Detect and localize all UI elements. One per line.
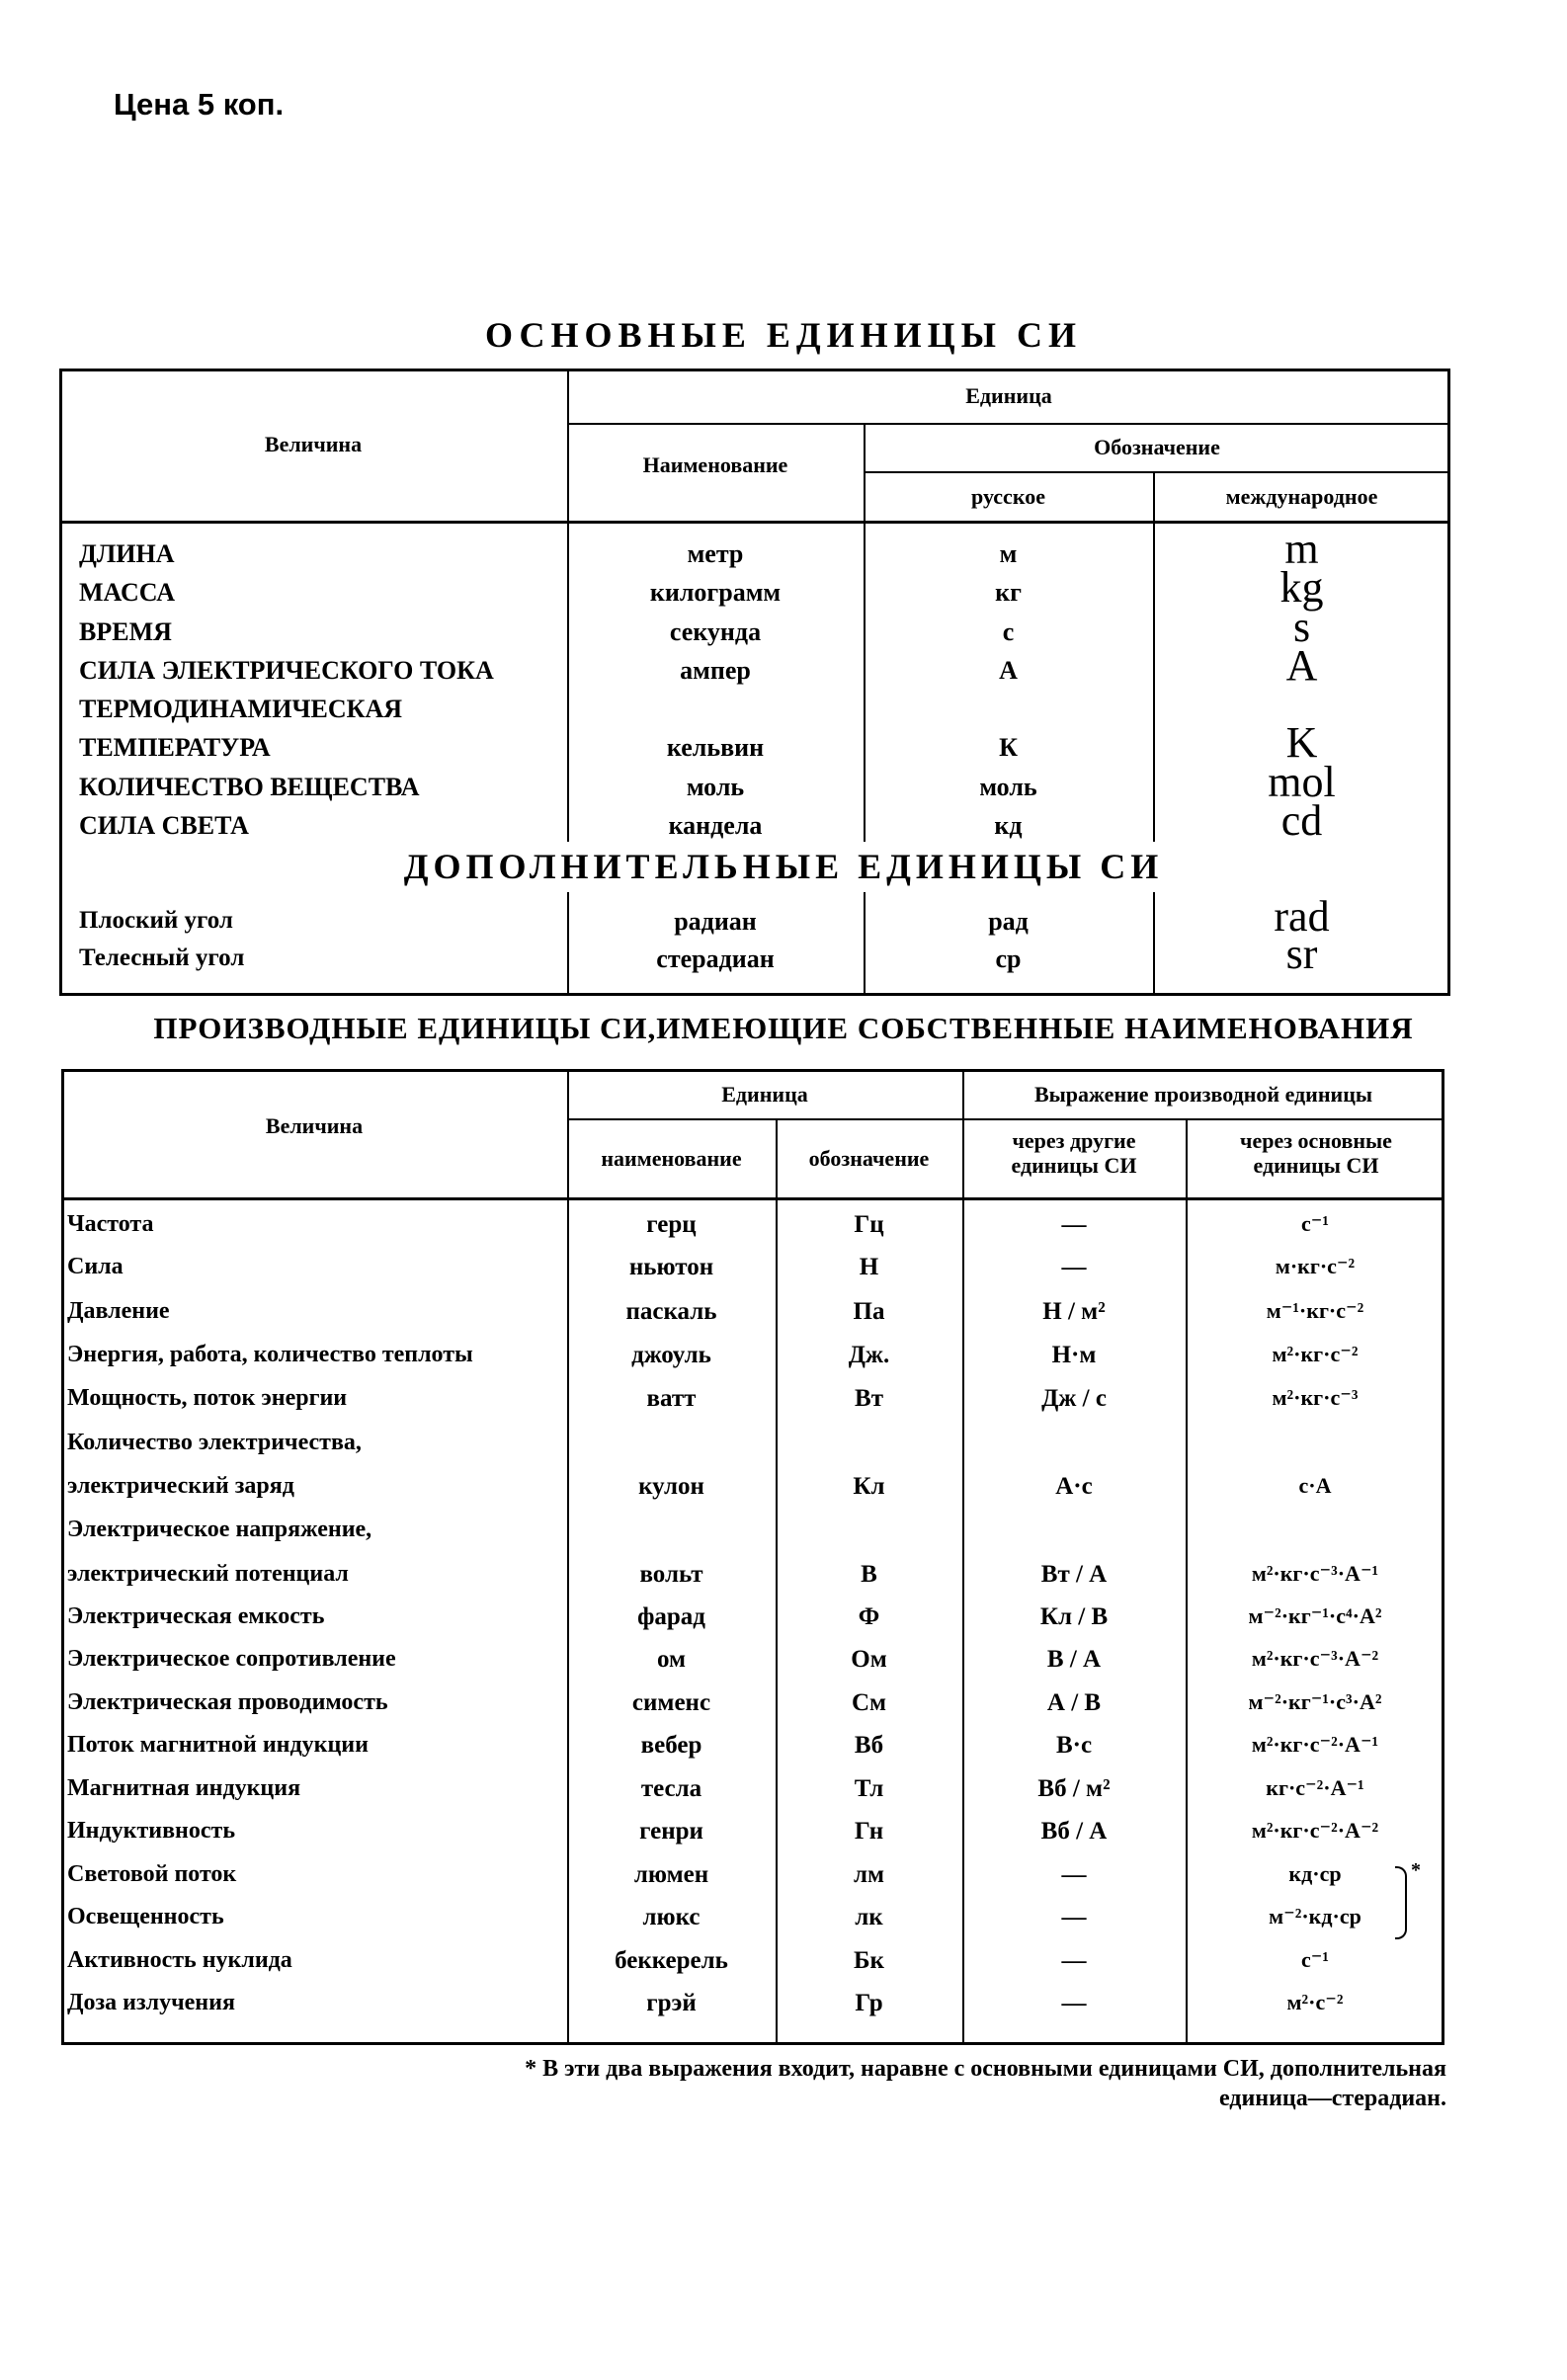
derived-row-name: беккерель: [615, 1947, 728, 1974]
derived-row-name: генри: [639, 1818, 703, 1845]
derived-row-via-other: Вб / м²: [1037, 1775, 1111, 1802]
derived-row-name: тесла: [640, 1775, 702, 1802]
derived-row-symbol: В: [861, 1561, 877, 1588]
derived-row-name: ватт: [646, 1385, 697, 1412]
supplementary-title: ДОПОЛНИТЕЛЬНЫЕ ЕДИНИЦЫ СИ: [403, 847, 1164, 886]
base-row-ru: с: [1002, 617, 1015, 646]
t2-header-via-other: через другие единицы СИ: [1011, 1128, 1137, 1179]
base-row-ru: А: [999, 656, 1018, 685]
price-label: Цена 5 коп.: [114, 87, 285, 122]
base-row-ru: моль: [979, 773, 1037, 801]
derived-row-name: джоуль: [631, 1342, 711, 1368]
supp-row-ru: рад: [988, 907, 1029, 936]
derived-row-via-base: м²·кг·с⁻³: [1272, 1385, 1359, 1410]
derived-row-name: грэй: [646, 1990, 697, 2016]
derived-row-via-other: —: [1061, 1254, 1087, 1280]
derived-row-via-base: кд·ср: [1288, 1861, 1342, 1886]
derived-row-via-base: м²·кг·с⁻²·А⁻²: [1251, 1818, 1379, 1843]
base-row-name: моль: [686, 773, 745, 801]
derived-row-quantity: Световой поток: [67, 1861, 237, 1887]
base-row-quantity: ДЛИНА: [79, 539, 175, 568]
derived-row-name: паскаль: [625, 1298, 717, 1325]
derived-row-via-base: м⁻²·кг⁻¹·с³·А²: [1248, 1689, 1382, 1714]
derived-row-via-base: м²·с⁻²: [1286, 1990, 1344, 2014]
base-row-ru: К: [999, 733, 1018, 762]
derived-row-via-base: кг·с⁻²·А⁻¹: [1266, 1775, 1364, 1800]
t1-header-unit: Единица: [965, 383, 1052, 408]
t1-header-quantity: Величина: [264, 432, 363, 456]
base-row-intl: s: [1292, 603, 1311, 651]
base-row-intl: A: [1285, 641, 1318, 690]
derived-row-symbol: Па: [853, 1298, 885, 1325]
derived-row-quantity: Электрическая проводимость: [67, 1689, 388, 1715]
derived-row-via-other: Н / м²: [1042, 1298, 1106, 1325]
derived-row-symbol: Вт: [855, 1385, 883, 1412]
derived-row-quantity: Доза излучения: [67, 1990, 235, 2015]
derived-row-via-base: м·кг·с⁻²: [1275, 1254, 1356, 1278]
supp-row-intl: rad: [1274, 892, 1330, 941]
derived-row-symbol: Вб: [854, 1732, 884, 1759]
derived-row-quantity: Индуктивность: [67, 1818, 236, 1844]
supp-row-quantity: Плоский угол: [79, 907, 233, 934]
derived-row-symbol: лм: [853, 1861, 885, 1888]
derived-row-via-other: —: [1061, 1990, 1087, 2016]
derived-row-symbol: Тл: [854, 1775, 884, 1802]
derived-row-name: люмен: [633, 1861, 709, 1888]
derived-row-symbol: Н: [859, 1254, 879, 1280]
derived-row-quantity: Электрическое сопротивление: [67, 1646, 396, 1672]
t1-header-international: международное: [1225, 484, 1378, 509]
derived-row-symbol: См: [851, 1689, 887, 1716]
base-row-quantity: ТЕМПЕРАТУРА: [79, 733, 271, 762]
derived-row-quantity: Электрическая емкость: [67, 1603, 325, 1629]
base-row-name: кельвин: [666, 733, 765, 762]
derived-row-name: люкс: [642, 1904, 701, 1930]
base-row-ru: м: [999, 539, 1018, 568]
t2-header-via-base: через основные единицы СИ: [1240, 1128, 1392, 1179]
derived-row-via-other: Вт / А: [1040, 1561, 1108, 1588]
derived-row-symbol: Ф: [858, 1603, 880, 1630]
derived-row-via-other: А / В: [1046, 1689, 1102, 1716]
derived-row-name: фарад: [637, 1603, 705, 1630]
derived-row-via-base: м⁻¹·кг·с⁻²: [1266, 1298, 1364, 1323]
derived-row-via-base: м²·кг·с⁻³·А⁻²: [1251, 1646, 1379, 1671]
derived-row-via-base: м²·кг·с⁻³·А⁻¹: [1251, 1561, 1379, 1586]
derived-row-name: кулон: [638, 1473, 704, 1500]
derived-row-quantity: Количество электричества,: [67, 1430, 362, 1455]
base-row-ru: кд: [994, 811, 1023, 840]
derived-row-via-base: с·А: [1298, 1473, 1332, 1498]
base-row-quantity: МАССА: [79, 578, 176, 607]
supp-row-intl: sr: [1285, 930, 1318, 978]
base-row-intl: mol: [1268, 758, 1336, 806]
derived-row-quantity: Активность нуклида: [67, 1947, 292, 1973]
derived-row-via-other: Вб / А: [1040, 1818, 1108, 1845]
derived-row-via-other: В / А: [1046, 1646, 1102, 1673]
base-row-intl: cd: [1280, 796, 1323, 845]
derived-row-via-other: В·с: [1055, 1732, 1093, 1759]
derived-row-symbol: Ом: [851, 1646, 887, 1673]
derived-row-via-other: А·с: [1055, 1473, 1093, 1500]
base-row-quantity: ТЕРМОДИНАМИЧЕСКАЯ: [79, 695, 403, 723]
derived-row-quantity: Давление: [67, 1298, 170, 1324]
base-row-intl: kg: [1279, 563, 1324, 612]
base-row-name: метр: [687, 539, 744, 568]
derived-row-quantity: Мощность, поток энергии: [67, 1385, 348, 1411]
derived-row-symbol: Кл: [853, 1473, 885, 1500]
derived-row-via-base: м⁻²·кд·ср: [1269, 1904, 1361, 1929]
footnote-line1: * В эти два выражения входит, наравне с основными единицами СИ, дополнительная: [525, 2056, 1446, 2082]
footnote-line2: единица—стерадиан.: [1218, 2086, 1446, 2111]
base-row-quantity: СИЛА ЭЛЕКТРИЧЕСКОГО ТОКА: [79, 656, 494, 685]
derived-row-via-other: —: [1061, 1904, 1087, 1930]
derived-row-name: ньютон: [628, 1254, 714, 1280]
derived-row-name: сименс: [631, 1689, 711, 1716]
derived-row-quantity: электрический заряд: [67, 1473, 294, 1499]
derived-row-via-other: —: [1061, 1947, 1087, 1974]
t1-header-russian: русское: [971, 484, 1045, 509]
derived-row-symbol: лк: [855, 1904, 883, 1930]
base-row-intl: m: [1284, 525, 1319, 573]
derived-row-via-base: с⁻¹: [1301, 1947, 1329, 1972]
derived-row-name: вебер: [640, 1732, 702, 1759]
supp-row-ru: ср: [995, 944, 1022, 973]
derived-row-quantity: Освещенность: [67, 1904, 224, 1929]
base-row-quantity: СИЛА СВЕТА: [79, 811, 249, 840]
derived-row-symbol: Гц: [854, 1211, 884, 1238]
t2-header-name: наименование: [601, 1146, 742, 1171]
base-row-quantity: ВРЕМЯ: [79, 617, 172, 646]
base-row-intl: K: [1285, 718, 1318, 767]
t2-header-designation: обозначение: [808, 1146, 930, 1171]
derived-row-name: вольт: [639, 1561, 703, 1588]
derived-row-via-other: —: [1061, 1211, 1087, 1238]
base-row-name: ампер: [680, 656, 751, 685]
t1-header-name: Наименование: [642, 452, 788, 477]
footnote-mark: *: [1411, 1859, 1421, 1881]
derived-row-via-base: м²·кг·с⁻²·А⁻¹: [1251, 1732, 1379, 1757]
base-row-name: секунда: [669, 617, 762, 646]
derived-row-quantity: Электрическое напряжение,: [67, 1517, 372, 1542]
derived-row-symbol: Дж.: [848, 1342, 890, 1368]
derived-row-quantity: Магнитная индукция: [67, 1775, 301, 1801]
t1-header-designation: Обозначение: [1094, 435, 1220, 459]
t2-header-quantity: Величина: [265, 1113, 364, 1138]
supp-row-quantity: Телесный угол: [79, 944, 245, 971]
t2-header-unit: Единица: [721, 1082, 808, 1107]
base-row-ru: кг: [995, 578, 1022, 607]
derived-row-via-other: —: [1061, 1861, 1087, 1888]
table2-title: ПРОИЗВОДНЫЕ ЕДИНИЦЫ СИ,ИМЕЮЩИЕ СОБСТВЕННЫЕ НАИМЕНОВАНИЯ: [153, 1011, 1414, 1045]
base-row-name: килограмм: [649, 578, 782, 607]
supp-row-name: радиан: [674, 907, 757, 936]
table1-title: ОСНОВНЫЕ ЕДИНИЦЫ СИ: [485, 315, 1082, 355]
derived-row-via-base: м²·кг·с⁻²: [1272, 1342, 1359, 1366]
derived-row-symbol: Гн: [854, 1818, 884, 1845]
derived-row-name: ом: [656, 1646, 687, 1673]
derived-row-quantity: Сила: [67, 1254, 124, 1279]
footnote-brace: [1395, 1866, 1407, 1939]
derived-row-symbol: Бк: [854, 1947, 884, 1974]
derived-row-via-other: Кл / В: [1039, 1603, 1109, 1630]
base-row-name: кандела: [668, 811, 763, 840]
derived-row-symbol: Гр: [855, 1990, 883, 2016]
derived-row-name: герц: [646, 1211, 697, 1238]
derived-row-quantity: Частота: [67, 1211, 154, 1237]
derived-row-via-other: Дж / с: [1041, 1385, 1107, 1412]
supp-row-name: стерадиан: [656, 944, 775, 973]
t2-header-expression: Выражение производной единицы: [1033, 1082, 1373, 1107]
derived-row-quantity: Энергия, работа, количество теплоты: [67, 1342, 473, 1367]
derived-row-via-base: м⁻²·кг⁻¹·с⁴·А²: [1248, 1603, 1382, 1628]
derived-row-via-other: Н·м: [1051, 1342, 1097, 1368]
base-row-quantity: КОЛИЧЕСТВО ВЕЩЕСТВА: [79, 773, 420, 801]
derived-row-quantity: электрический потенциал: [67, 1561, 349, 1587]
derived-row-via-base: с⁻¹: [1301, 1211, 1329, 1236]
derived-row-quantity: Поток магнитной индукции: [67, 1732, 369, 1758]
